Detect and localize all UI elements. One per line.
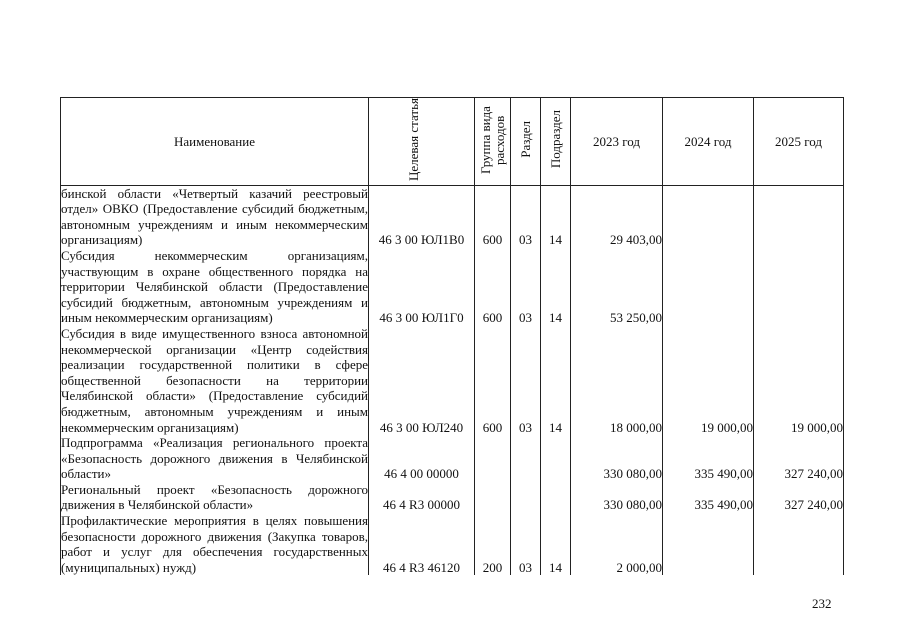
- cell-2025: 327 240,00: [754, 482, 844, 513]
- cell-section: 03: [511, 513, 541, 575]
- cell-subsection: 14: [541, 185, 571, 248]
- cell-2024: 335 490,00: [663, 482, 754, 513]
- cell-2025: [754, 513, 844, 575]
- cell-expense-group: [475, 482, 511, 513]
- cell-target-article: 46 3 00 ЮЛ1Г0: [369, 248, 475, 326]
- cell-name: Профилактические мероприятия в целях повышения безопасности дорожного движения (Закупка товаров, работ и услуг для обеспечения государственных (муниципальных) нужд): [61, 513, 368, 575]
- cell-2024: 335 490,00: [663, 435, 754, 482]
- cell-2024: 19 000,00: [663, 326, 754, 435]
- cell-subsection: 14: [541, 513, 571, 575]
- cell-2023: 330 080,00: [571, 482, 663, 513]
- table-row: [61, 435, 844, 482]
- table-row: [61, 185, 844, 248]
- cell-2023: 29 403,00: [571, 185, 663, 248]
- cell-2023: 2 000,00: [571, 513, 663, 575]
- table-row: [61, 513, 844, 575]
- cell-2024: [663, 248, 754, 326]
- cell-2023: 330 080,00: [571, 435, 663, 482]
- cell-name: Региональный проект «Безопасность дорожного движения в Челябинской области»: [61, 481, 368, 513]
- header-name: Наименование: [61, 98, 369, 186]
- cell-subsection: 14: [541, 248, 571, 326]
- cell-2023: 18 000,00: [571, 326, 663, 435]
- page-number: 232: [812, 596, 832, 611]
- cell-2025: [754, 248, 844, 326]
- table-row: [61, 326, 844, 435]
- cell-2024: [663, 513, 754, 575]
- cell-expense-group: 600: [475, 326, 511, 435]
- cell-subsection: [541, 435, 571, 482]
- cell-name: Субсидия в виде имущественного взноса автономной некоммерческой организации «Центр содействия реализации государственной политики в сфере общественной безопасности на территории Челябинской области» (Предоставление субсидий бюджетным, автономным учреждениям и иным некоммерческим организациям): [61, 325, 368, 435]
- cell-2025: 19 000,00: [754, 326, 844, 435]
- table-row: [61, 482, 844, 513]
- header-row: [61, 98, 844, 186]
- cell-name: Субсидия некоммерческим организациям, участвующим в охране общественного порядка на территории Челябинской области (Предоставление субсидий бюджетным, автономным учреждениям и иным некоммерческим организациям): [61, 247, 368, 326]
- cell-subsection: [541, 482, 571, 513]
- cell-subsection: 14: [541, 326, 571, 435]
- header-2023: 2023 год: [571, 98, 663, 186]
- cell-name: Подпрограмма «Реализация регионального проекта «Безопасность дорожного движения в Челябинской области»: [61, 435, 368, 482]
- cell-target-article: 46 4 R3 46120: [369, 513, 475, 575]
- header-expense-group: Группа вида расходов: [475, 98, 511, 186]
- cell-2025: 327 240,00: [754, 435, 844, 482]
- cell-expense-group: 600: [475, 185, 511, 248]
- cell-section: 03: [511, 326, 541, 435]
- header-section: Раздел: [511, 98, 541, 186]
- cell-target-article: 46 3 00 ЮЛ240: [369, 326, 475, 435]
- cell-2025: [754, 185, 844, 248]
- cell-2024: [663, 185, 754, 248]
- cell-target-article: 46 4 R3 00000: [369, 482, 475, 513]
- cell-expense-group: [475, 435, 511, 482]
- cell-section: 03: [511, 185, 541, 248]
- cell-section: [511, 435, 541, 482]
- table-row: [61, 248, 844, 326]
- header-2024: 2024 год: [663, 98, 754, 186]
- budget-table: [60, 97, 844, 575]
- cell-expense-group: 200: [475, 513, 511, 575]
- cell-expense-group: 600: [475, 248, 511, 326]
- header-2025: 2025 год: [754, 98, 844, 186]
- header-subsection: Подраздел: [541, 98, 571, 186]
- header-target-article: Целевая статья: [369, 98, 475, 186]
- cell-target-article: 46 4 00 00000: [369, 435, 475, 482]
- cell-section: 03: [511, 248, 541, 326]
- cell-2023: 53 250,00: [571, 248, 663, 326]
- cell-target-article: 46 3 00 ЮЛ1В0: [369, 185, 475, 248]
- cell-section: [511, 482, 541, 513]
- cell-name: бинской области «Четвертый казачий реестровый отдел» ОВКО (Предоставление субсидий бюджетным, автономным учреждениям и иным некоммерческим организациям): [61, 185, 368, 248]
